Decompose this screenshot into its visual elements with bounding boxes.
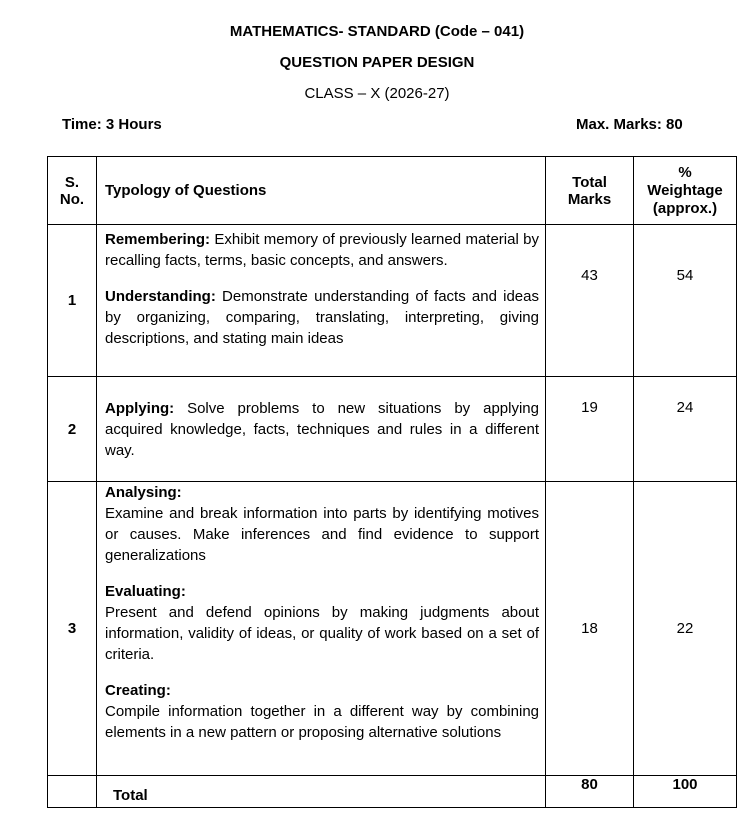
- table-header-row: [48, 157, 737, 225]
- header-total-marks: Total Marks: [546, 157, 634, 225]
- table-row: [48, 225, 737, 377]
- row-2-sno: 2: [48, 377, 97, 482]
- header-sno: S. No.: [48, 157, 97, 225]
- row-1-sno: 1: [48, 225, 97, 377]
- total-row-empty-cell: [48, 776, 97, 808]
- question-design-table: [47, 156, 737, 808]
- time-label: Time: 3 Hours: [62, 116, 162, 133]
- row-2-typology: [97, 377, 546, 482]
- header-typology: Typology of Questions: [97, 157, 546, 225]
- row-3-sno: 3: [48, 482, 97, 776]
- analysing-item: Analysing: Examine and break information into parts by identifying motives or causes. Make inferences and find evidence to support generalizations: [105, 484, 539, 564]
- row-3-marks: 18: [546, 482, 634, 776]
- row-2-marks: 19: [546, 377, 634, 482]
- total-marks: 80: [546, 776, 634, 808]
- applying-item: Applying: Solve problems to new situations by applying acquired knowledge, facts, techniques and rules in a different way.: [105, 399, 539, 459]
- row-1-weightage: 54: [634, 225, 737, 377]
- table-row: [48, 377, 737, 482]
- row-3-weightage: 22: [634, 482, 737, 776]
- total-label: Total: [97, 776, 546, 808]
- row-3-typology: [97, 482, 546, 776]
- total-row: [48, 776, 737, 808]
- document-title: MATHEMATICS- STANDARD (Code – 041): [229, 23, 525, 40]
- understanding-item: Understanding: Demonstrate understanding of facts and ideas by organizing, comparing, translating, interpreting, giving descriptions, and stating main ideas: [105, 288, 539, 347]
- remembering-item: Remembering: Exhibit memory of previously learned material by recalling facts, terms, basic concepts, and answers.: [105, 231, 539, 269]
- class-line: CLASS – X (2026-27): [304, 85, 450, 102]
- header-weightage: % Weightage (approx.): [634, 157, 737, 225]
- max-marks-label: Max. Marks: 80: [576, 116, 683, 133]
- creating-item: Creating: Compile information together in a different way by combining elements in a new pattern or proposing alternative solutions: [105, 682, 539, 741]
- total-weightage: 100: [634, 776, 737, 808]
- row-1-marks: 43: [546, 225, 634, 377]
- row-1-typology: [97, 225, 546, 377]
- row-2-weightage: 24: [634, 377, 737, 482]
- document-subtitle: QUESTION PAPER DESIGN: [279, 54, 475, 71]
- table-row: [48, 482, 737, 776]
- evaluating-item: Evaluating: Present and defend opinions by making judgments about information, validity of ideas, or quality of work based on a set of criteria.: [105, 583, 539, 663]
